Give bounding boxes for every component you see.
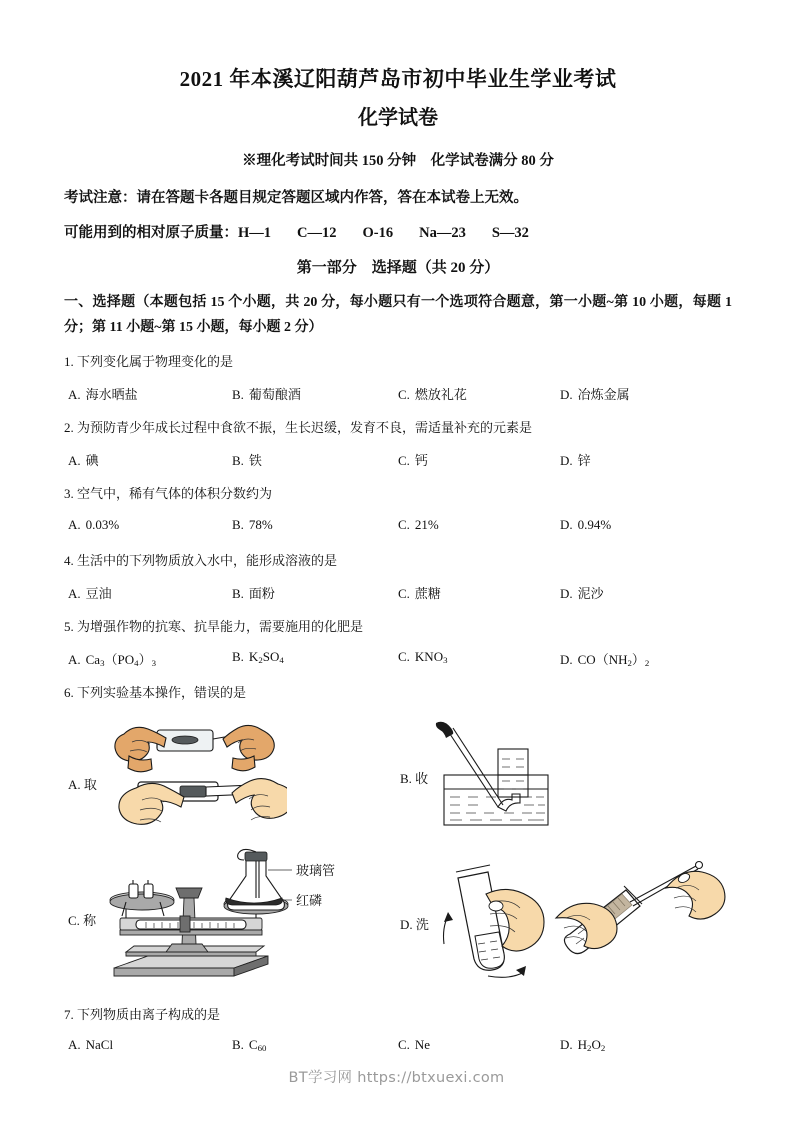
atomic-mass-label: 可能用到的相对原子质量： [64, 225, 238, 242]
atomic-mass-c: C—12 [297, 225, 337, 242]
question-7-option-d[interactable]: D. $H_2O_2$ [560, 1037, 606, 1054]
question-6-option-c-label[interactable]: C. 称 [68, 913, 97, 929]
atomic-mass-o: O-16 [362, 225, 394, 242]
question-7-option-c[interactable]: C. Ne [398, 1037, 431, 1053]
section-one-intro: 一、选择题（本题包括 15 个小题，共 20 分，每小题只有一个选项符合题意，第一小题~第 10 小题，每题 1 分；第 11 小题~第 15 小题，每小题 2 分） [64, 295, 732, 335]
page-title: 2021 年本溪辽阳葫芦岛市初中毕业生学业考试 [179, 67, 617, 91]
question-1-option-d[interactable]: D. 冶炼金属 [560, 387, 630, 403]
question-3-options [64, 517, 732, 539]
question-7-option-b[interactable]: B. $C_{60}$ [232, 1037, 267, 1054]
question-6-text: 下列实验基本操作，错误的是 [77, 685, 247, 701]
question-3-option-d[interactable]: D. 0.94% [560, 516, 612, 532]
question-6-option-a-label[interactable]: A. 取 [68, 777, 97, 793]
question-1-text: 下列变化属于物理变化的是 [77, 354, 234, 370]
wash-test-tube-figure [430, 860, 730, 993]
question-3-stem [64, 485, 732, 503]
question-1-number: 1. [64, 354, 74, 370]
red-phosphorus-annotation: 红磷 [296, 894, 323, 910]
atomic-mass-s: S—32 [491, 225, 529, 242]
site-watermark: BT学习网 https://btxuexi.com [288, 1070, 505, 1086]
question-6-figure-options [64, 712, 732, 990]
question-4-option-c[interactable]: C. 蔗糖 [398, 585, 441, 601]
balance-weighing-figure [106, 848, 346, 995]
page-subtitle: 化学试卷 [358, 107, 438, 130]
question-7-number: 7. [64, 1007, 74, 1023]
question-3-option-a[interactable]: A. 0.03% [68, 516, 120, 532]
question-2-number: 2. [64, 420, 74, 436]
question-6-stem [64, 684, 732, 702]
question-7-option-a[interactable]: A. NaCl [68, 1037, 114, 1053]
question-2-options [64, 450, 732, 472]
question-2-text: 为预防青少年成长过程中食欲不振，生长迟缓，发育不良，需适量补充的元素是 [77, 420, 533, 436]
question-6-option-b-label[interactable]: B. 收 [400, 771, 429, 787]
question-4-text: 生活中的下列物质放入水中，能形成溶液的是 [77, 552, 338, 568]
question-5-number: 5. [64, 618, 74, 634]
question-5-option-d[interactable]: D. $CO(NH_2)_2$ [560, 652, 650, 669]
page-content [64, 0, 732, 1059]
answer-sheet-notice: 考试注意：请在答题卡各题目规定答题区域内作答，答在本试卷上无效。 [64, 190, 528, 207]
question-5-options [64, 649, 732, 671]
question-1-option-c[interactable]: C. 燃放礼花 [398, 387, 467, 403]
question-5-stem [64, 618, 732, 636]
question-2-option-b[interactable]: B. 铁 [232, 453, 262, 469]
exam-time-notice: ※理化考试时间共 150 分钟 化学试卷满分 80 分 [242, 153, 554, 170]
question-1-stem [64, 353, 732, 371]
question-1-option-a[interactable]: A. 海水晒盐 [68, 387, 138, 403]
question-5-text: 为增强作物的抗寒、抗旱能力，需要施用的化肥是 [77, 618, 364, 634]
gas-collection-figure [426, 717, 576, 842]
question-7-options [64, 1037, 732, 1059]
question-5-option-a[interactable]: A. $Ca_3(PO_4)_3$ [68, 652, 156, 669]
atomic-mass-line [64, 221, 732, 242]
question-2-option-a[interactable]: A. 碘 [68, 453, 99, 469]
atomic-mass-h: H—1 [238, 225, 272, 242]
question-7-stem [64, 1006, 732, 1024]
part-one-title: 第一部分 选择题（共 20 分） [296, 260, 500, 277]
question-3-text: 空气中，稀有气体的体积分数约为 [77, 486, 273, 502]
question-4-number: 4. [64, 552, 74, 568]
question-1-option-b[interactable]: B. 葡萄酿酒 [232, 387, 301, 403]
glass-tube-annotation: 玻璃管 [296, 864, 336, 880]
question-3-number: 3. [64, 486, 74, 502]
question-7-text: 下列物质由离子构成的是 [77, 1007, 221, 1023]
question-6-number: 6. [64, 685, 74, 701]
question-3-option-b[interactable]: B. 78% [232, 516, 273, 532]
question-5-option-c[interactable]: C. $KNO_3$ [398, 649, 448, 666]
question-4-stem [64, 552, 732, 570]
question-4-option-b[interactable]: B. 面粉 [232, 585, 275, 601]
question-4-options [64, 583, 732, 605]
question-2-option-c[interactable]: C. 钙 [398, 453, 428, 469]
take-reagent-figure [102, 712, 287, 859]
question-2-option-d[interactable]: D. 锌 [560, 453, 591, 469]
question-6-option-d-label[interactable]: D. 洗 [400, 917, 429, 933]
question-2-stem [64, 419, 732, 437]
question-4-option-a[interactable]: A. 豆油 [68, 585, 112, 601]
question-3-option-c[interactable]: C. 21% [398, 516, 439, 532]
question-1-options [64, 384, 732, 406]
question-5-option-b[interactable]: B. $K_2SO_4$ [232, 649, 284, 666]
atomic-mass-na: Na—23 [419, 225, 466, 242]
question-4-option-d[interactable]: D. 泥沙 [560, 585, 604, 601]
